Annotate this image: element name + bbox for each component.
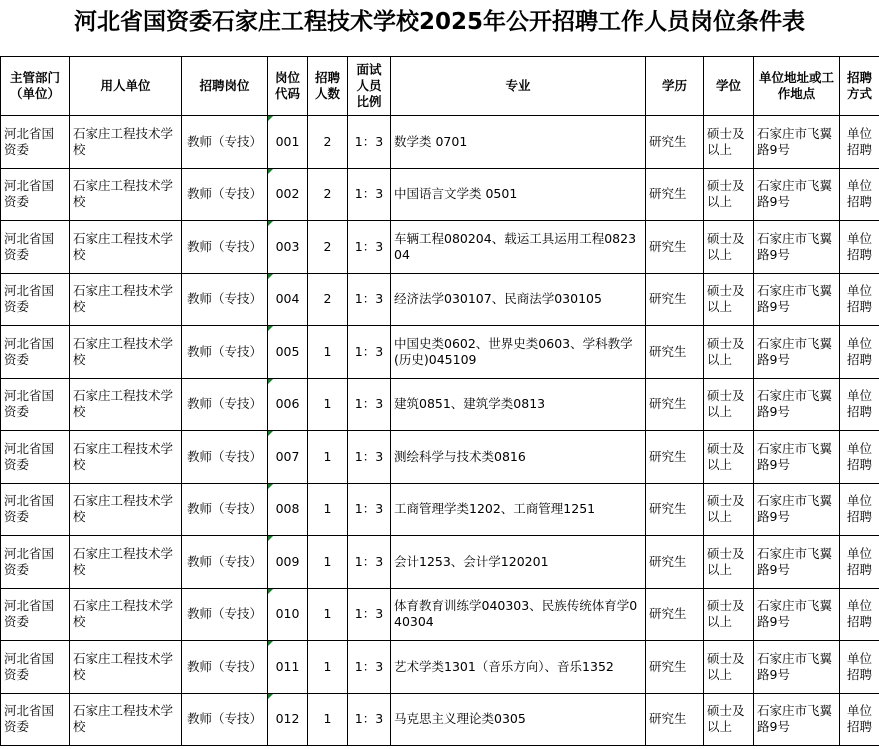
cell-ratio: 1：3: [348, 116, 391, 169]
cell-method: 单位招聘: [840, 588, 879, 641]
cell-unit: 石家庄工程技术学校: [70, 431, 182, 484]
cell-education: 研究生: [646, 536, 704, 589]
table-row: [1, 378, 879, 431]
cell-method: 单位招聘: [840, 693, 879, 746]
cell-dept: 河北省国资委: [1, 431, 70, 484]
table-row: [1, 693, 879, 746]
table-row: [1, 431, 879, 484]
cell-degree: 硕士及以上: [704, 326, 754, 379]
cell-degree: 硕士及以上: [704, 588, 754, 641]
table-row: [1, 483, 879, 536]
cell-education: 研究生: [646, 431, 704, 484]
cell-code: 009: [268, 536, 308, 589]
cell-unit: 石家庄工程技术学校: [70, 116, 182, 169]
cell-post: 教师（专技）: [182, 378, 268, 431]
cell-dept: 河北省国资委: [1, 168, 70, 221]
cell-post: 教师（专技）: [182, 116, 268, 169]
document-title: 河北省国资委石家庄工程技术学校2025年公开招聘工作人员岗位条件表: [73, 9, 805, 35]
header-education: 学历: [646, 57, 704, 116]
cell-major: 体育教育训练学040303、民族传统体育学040304: [391, 588, 646, 641]
cell-major: 中国语言文学类 0501: [391, 168, 646, 221]
cell-ratio: 1：3: [348, 483, 391, 536]
cell-major: 车辆工程080204、载运工具运用工程082304: [391, 221, 646, 274]
cell-education: 研究生: [646, 483, 704, 536]
cell-code: 008: [268, 483, 308, 536]
cell-method: 单位招聘: [840, 483, 879, 536]
cell-dept: 河北省国资委: [1, 536, 70, 589]
positions-table: [0, 56, 879, 746]
cell-address: 石家庄市飞翼路9号: [754, 588, 840, 641]
cell-method: 单位招聘: [840, 326, 879, 379]
header-count: 招聘人数: [308, 57, 348, 116]
cell-dept: 河北省国资委: [1, 483, 70, 536]
cell-count: 1: [308, 326, 348, 379]
cell-code: 010: [268, 588, 308, 641]
header-ratio: 面试人员比例: [348, 57, 391, 116]
cell-address: 石家庄市飞翼路9号: [754, 221, 840, 274]
cell-ratio: 1：3: [348, 588, 391, 641]
cell-dept: 河北省国资委: [1, 273, 70, 326]
table-row: [1, 116, 879, 169]
table-row: [1, 221, 879, 274]
cell-degree: 硕士及以上: [704, 221, 754, 274]
cell-unit: 石家庄工程技术学校: [70, 221, 182, 274]
cell-ratio: 1：3: [348, 693, 391, 746]
cell-post: 教师（专技）: [182, 693, 268, 746]
cell-address: 石家庄市飞翼路9号: [754, 641, 840, 694]
cell-education: 研究生: [646, 693, 704, 746]
cell-post: 教师（专技）: [182, 431, 268, 484]
cell-education: 研究生: [646, 221, 704, 274]
cell-address: 石家庄市飞翼路9号: [754, 431, 840, 484]
cell-unit: 石家庄工程技术学校: [70, 378, 182, 431]
cell-count: 2: [308, 273, 348, 326]
header-post: 招聘岗位: [182, 57, 268, 116]
cell-address: 石家庄市飞翼路9号: [754, 273, 840, 326]
cell-unit: 石家庄工程技术学校: [70, 168, 182, 221]
header-address: 单位地址或工作地点: [754, 57, 840, 116]
cell-major: 工商管理学类1202、工商管理1251: [391, 483, 646, 536]
cell-degree: 硕士及以上: [704, 641, 754, 694]
cell-code: 002: [268, 168, 308, 221]
cell-address: 石家庄市飞翼路9号: [754, 536, 840, 589]
cell-dept: 河北省国资委: [1, 588, 70, 641]
cell-count: 1: [308, 536, 348, 589]
cell-address: 石家庄市飞翼路9号: [754, 326, 840, 379]
cell-post: 教师（专技）: [182, 641, 268, 694]
cell-method: 单位招聘: [840, 273, 879, 326]
cell-code: 001: [268, 116, 308, 169]
cell-code: 007: [268, 431, 308, 484]
header-dept: 主管部门（单位）: [1, 57, 70, 116]
cell-major: 会计1253、会计学120201: [391, 536, 646, 589]
cell-count: 2: [308, 168, 348, 221]
cell-count: 2: [308, 116, 348, 169]
cell-count: 1: [308, 641, 348, 694]
cell-count: 1: [308, 483, 348, 536]
cell-count: 1: [308, 431, 348, 484]
cell-degree: 硕士及以上: [704, 273, 754, 326]
cell-unit: 石家庄工程技术学校: [70, 588, 182, 641]
cell-code: 003: [268, 221, 308, 274]
cell-ratio: 1：3: [348, 273, 391, 326]
cell-major: 建筑0851、建筑学类0813: [391, 378, 646, 431]
cell-dept: 河北省国资委: [1, 116, 70, 169]
cell-degree: 硕士及以上: [704, 483, 754, 536]
table-row: [1, 641, 879, 694]
cell-count: 1: [308, 693, 348, 746]
table-row: [1, 536, 879, 589]
cell-major: 数学类 0701: [391, 116, 646, 169]
cell-count: 1: [308, 378, 348, 431]
cell-method: 单位招聘: [840, 116, 879, 169]
cell-degree: 硕士及以上: [704, 168, 754, 221]
cell-dept: 河北省国资委: [1, 326, 70, 379]
cell-dept: 河北省国资委: [1, 693, 70, 746]
cell-ratio: 1：3: [348, 168, 391, 221]
table-row: [1, 273, 879, 326]
cell-major: 经济法学030107、民商法学030105: [391, 273, 646, 326]
cell-unit: 石家庄工程技术学校: [70, 326, 182, 379]
cell-method: 单位招聘: [840, 378, 879, 431]
cell-degree: 硕士及以上: [704, 378, 754, 431]
cell-method: 单位招聘: [840, 641, 879, 694]
table-body: [1, 116, 879, 746]
cell-degree: 硕士及以上: [704, 431, 754, 484]
cell-ratio: 1：3: [348, 221, 391, 274]
table-row: [1, 588, 879, 641]
cell-ratio: 1：3: [348, 326, 391, 379]
cell-code: 006: [268, 378, 308, 431]
cell-code: 005: [268, 326, 308, 379]
cell-degree: 硕士及以上: [704, 693, 754, 746]
cell-method: 单位招聘: [840, 536, 879, 589]
cell-post: 教师（专技）: [182, 326, 268, 379]
cell-unit: 石家庄工程技术学校: [70, 536, 182, 589]
cell-education: 研究生: [646, 168, 704, 221]
cell-post: 教师（专技）: [182, 168, 268, 221]
cell-address: 石家庄市飞翼路9号: [754, 116, 840, 169]
header-unit: 用人单位: [70, 57, 182, 116]
header-method: 招聘方式: [840, 57, 879, 116]
table-header-row: [1, 57, 879, 116]
cell-education: 研究生: [646, 326, 704, 379]
cell-code: 004: [268, 273, 308, 326]
header-major: 专业: [391, 57, 646, 116]
cell-method: 单位招聘: [840, 168, 879, 221]
cell-post: 教师（专技）: [182, 273, 268, 326]
cell-post: 教师（专技）: [182, 536, 268, 589]
cell-degree: 硕士及以上: [704, 536, 754, 589]
cell-ratio: 1：3: [348, 431, 391, 484]
cell-code: 012: [268, 693, 308, 746]
cell-address: 石家庄市飞翼路9号: [754, 378, 840, 431]
cell-address: 石家庄市飞翼路9号: [754, 168, 840, 221]
cell-education: 研究生: [646, 378, 704, 431]
cell-dept: 河北省国资委: [1, 221, 70, 274]
cell-address: 石家庄市飞翼路9号: [754, 483, 840, 536]
cell-unit: 石家庄工程技术学校: [70, 641, 182, 694]
cell-count: 2: [308, 221, 348, 274]
table-row: [1, 168, 879, 221]
cell-education: 研究生: [646, 588, 704, 641]
cell-method: 单位招聘: [840, 431, 879, 484]
cell-unit: 石家庄工程技术学校: [70, 483, 182, 536]
cell-ratio: 1：3: [348, 536, 391, 589]
table-row: [1, 326, 879, 379]
cell-degree: 硕士及以上: [704, 116, 754, 169]
cell-post: 教师（专技）: [182, 588, 268, 641]
cell-post: 教师（专技）: [182, 221, 268, 274]
header-degree: 学位: [704, 57, 754, 116]
cell-post: 教师（专技）: [182, 483, 268, 536]
cell-address: 石家庄市飞翼路9号: [754, 693, 840, 746]
header-code: 岗位代码: [268, 57, 308, 116]
cell-education: 研究生: [646, 641, 704, 694]
cell-ratio: 1：3: [348, 378, 391, 431]
cell-education: 研究生: [646, 273, 704, 326]
cell-major: 艺术学类1301（音乐方向）、音乐1352: [391, 641, 646, 694]
cell-major: 马克思主义理论类0305: [391, 693, 646, 746]
cell-major: 测绘科学与技术类0816: [391, 431, 646, 484]
cell-method: 单位招聘: [840, 221, 879, 274]
cell-unit: 石家庄工程技术学校: [70, 693, 182, 746]
cell-education: 研究生: [646, 116, 704, 169]
cell-unit: 石家庄工程技术学校: [70, 273, 182, 326]
cell-dept: 河北省国资委: [1, 641, 70, 694]
cell-ratio: 1：3: [348, 641, 391, 694]
cell-major: 中国史类0602、世界史类0603、学科教学(历史)045109: [391, 326, 646, 379]
cell-code: 011: [268, 641, 308, 694]
cell-dept: 河北省国资委: [1, 378, 70, 431]
cell-count: 1: [308, 588, 348, 641]
